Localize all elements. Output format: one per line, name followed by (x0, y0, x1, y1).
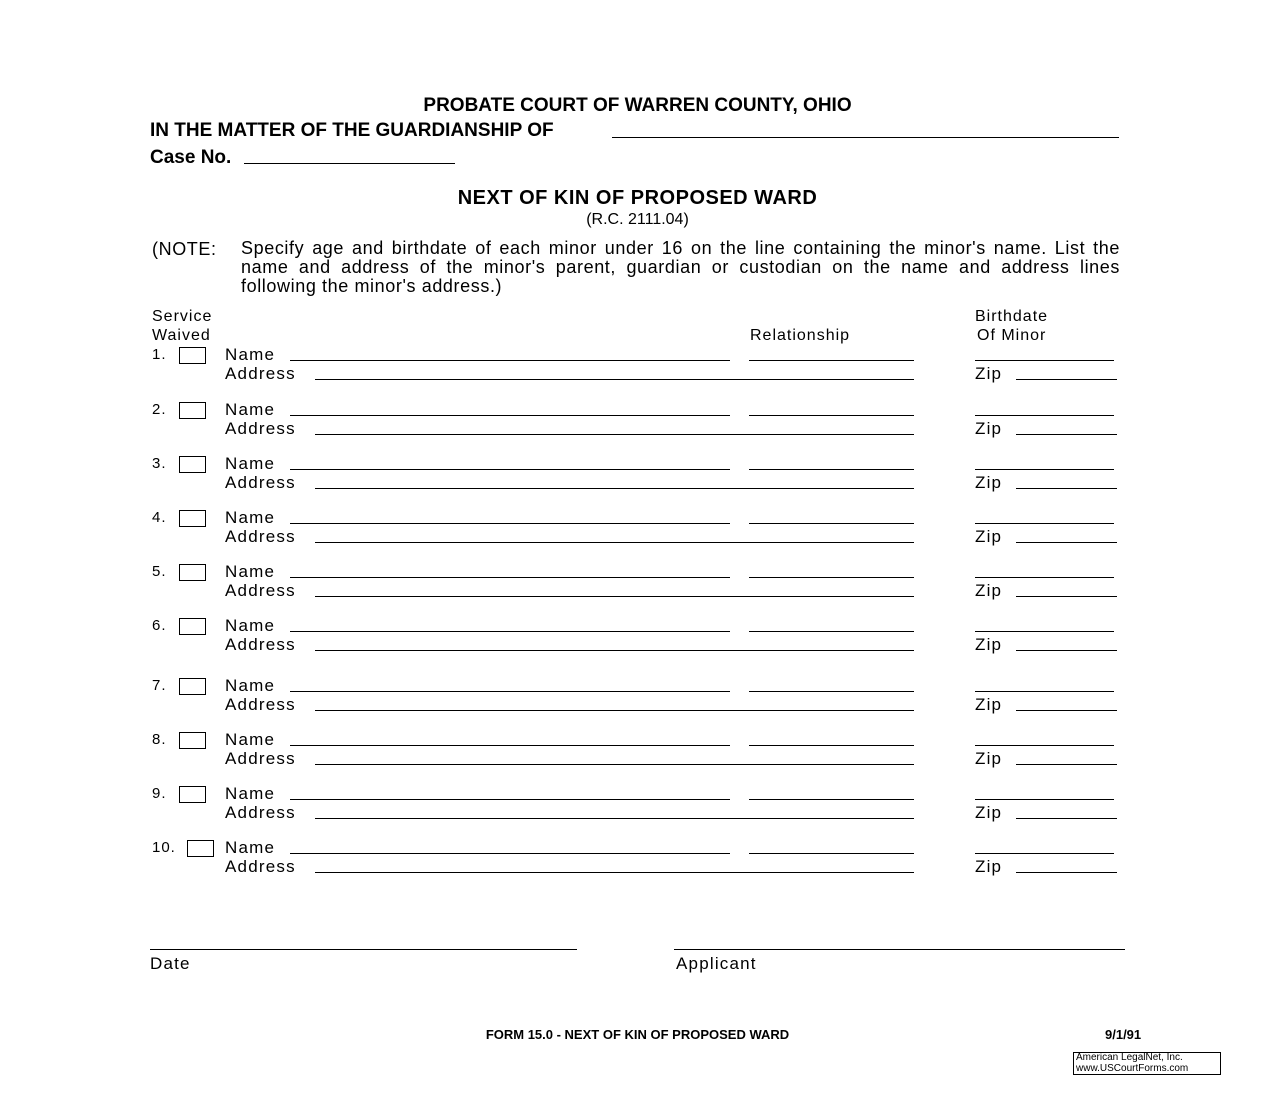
service-waived-checkbox[interactable] (179, 456, 206, 473)
name-field[interactable] (290, 631, 730, 632)
court-title: PROBATE COURT OF WARREN COUNTY, OHIO (423, 95, 852, 116)
service-waived-checkbox[interactable] (179, 786, 206, 803)
name-label: Name (225, 616, 276, 635)
zip-field[interactable] (1016, 596, 1117, 597)
zip-field[interactable] (1016, 379, 1117, 380)
name-label: Name (225, 508, 276, 527)
header-relationship: Relationship (750, 327, 851, 344)
zip-field[interactable] (1016, 872, 1117, 873)
address-field[interactable] (315, 596, 914, 597)
statute-reference: (R.C. 2111.04) (586, 211, 689, 228)
address-field[interactable] (315, 764, 914, 765)
zip-label: Zip (975, 803, 1003, 822)
address-label: Address (225, 695, 296, 714)
ward-name-field[interactable] (612, 137, 1119, 138)
zip-label: Zip (975, 473, 1003, 492)
zip-field[interactable] (1016, 650, 1117, 651)
name-label: Name (225, 730, 276, 749)
publisher-stamp (1073, 1052, 1221, 1075)
birthdate-field[interactable] (975, 691, 1114, 692)
birthdate-field[interactable] (975, 415, 1114, 416)
relationship-field[interactable] (749, 799, 914, 800)
zip-label: Zip (975, 581, 1003, 600)
header-service: Service (152, 308, 213, 325)
entry-number: 7. (152, 677, 167, 694)
zip-field[interactable] (1016, 488, 1117, 489)
service-waived-checkbox[interactable] (179, 618, 206, 635)
service-waived-checkbox[interactable] (179, 732, 206, 749)
service-waived-checkbox[interactable] (179, 510, 206, 527)
name-label: Name (225, 345, 276, 364)
entry-number: 2. (152, 401, 167, 418)
relationship-field[interactable] (749, 853, 914, 854)
address-label: Address (225, 419, 296, 438)
name-field[interactable] (290, 799, 730, 800)
header-waived: Waived (152, 327, 211, 344)
name-field[interactable] (290, 691, 730, 692)
address-label: Address (225, 527, 296, 546)
zip-label: Zip (975, 695, 1003, 714)
birthdate-field[interactable] (975, 631, 1114, 632)
zip-label: Zip (975, 857, 1003, 876)
applicant-signature-line[interactable] (674, 949, 1125, 950)
date-label: Date (150, 954, 191, 973)
relationship-field[interactable] (749, 360, 914, 361)
relationship-field[interactable] (749, 691, 914, 692)
name-label: Name (225, 838, 276, 857)
zip-field[interactable] (1016, 764, 1117, 765)
stamp-line-1: American LegalNet, Inc. (1076, 1052, 1183, 1063)
zip-field[interactable] (1016, 542, 1117, 543)
address-field[interactable] (315, 872, 914, 873)
name-field[interactable] (290, 360, 730, 361)
service-waived-checkbox[interactable] (179, 678, 206, 695)
name-label: Name (225, 562, 276, 581)
entry-number: 10. (152, 839, 176, 856)
address-field[interactable] (315, 542, 914, 543)
address-label: Address (225, 364, 296, 383)
name-label: Name (225, 454, 276, 473)
service-waived-checkbox[interactable] (179, 347, 206, 364)
service-waived-checkbox[interactable] (187, 840, 214, 857)
address-field[interactable] (315, 710, 914, 711)
header-birthdate: Birthdate (975, 308, 1049, 325)
entry-number: 9. (152, 785, 167, 802)
address-label: Address (225, 857, 296, 876)
footer-revision-date: 9/1/91 (1105, 1027, 1142, 1042)
relationship-field[interactable] (749, 415, 914, 416)
matter-label: IN THE MATTER OF THE GUARDIANSHIP OF (150, 120, 554, 141)
relationship-field[interactable] (749, 631, 914, 632)
birthdate-field[interactable] (975, 799, 1114, 800)
zip-field[interactable] (1016, 818, 1117, 819)
relationship-field[interactable] (749, 469, 914, 470)
service-waived-checkbox[interactable] (179, 402, 206, 419)
address-field[interactable] (315, 650, 914, 651)
birthdate-field[interactable] (975, 523, 1114, 524)
name-field[interactable] (290, 469, 730, 470)
name-label: Name (225, 400, 276, 419)
entry-number: 6. (152, 617, 167, 634)
zip-label: Zip (975, 749, 1003, 768)
date-signature-line[interactable] (150, 949, 577, 950)
zip-field[interactable] (1016, 710, 1117, 711)
zip-label: Zip (975, 527, 1003, 546)
birthdate-field[interactable] (975, 853, 1114, 854)
address-field[interactable] (315, 379, 914, 380)
name-field[interactable] (290, 415, 730, 416)
entry-number: 5. (152, 563, 167, 580)
name-label: Name (225, 784, 276, 803)
entry-number: 3. (152, 455, 167, 472)
address-label: Address (225, 473, 296, 492)
address-field[interactable] (315, 818, 914, 819)
address-label: Address (225, 749, 296, 768)
birthdate-field[interactable] (975, 745, 1114, 746)
name-label: Name (225, 676, 276, 695)
zip-label: Zip (975, 635, 1003, 654)
entry-number: 8. (152, 731, 167, 748)
address-label: Address (225, 803, 296, 822)
relationship-field[interactable] (749, 523, 914, 524)
address-label: Address (225, 635, 296, 654)
birthdate-field[interactable] (975, 577, 1114, 578)
name-field[interactable] (290, 745, 730, 746)
address-field[interactable] (315, 488, 914, 489)
header-of-minor: Of Minor (977, 327, 1047, 344)
stamp-line-2: www.USCourtForms.com (1076, 1062, 1189, 1074)
address-label: Address (225, 581, 296, 600)
name-field[interactable] (290, 577, 730, 578)
entry-number: 4. (152, 509, 167, 526)
case-no-field[interactable] (244, 163, 455, 164)
service-waived-checkbox[interactable] (179, 564, 206, 581)
entry-number: 1. (152, 346, 167, 363)
relationship-field[interactable] (749, 577, 914, 578)
address-field[interactable] (315, 434, 914, 435)
zip-field[interactable] (1016, 434, 1117, 435)
applicant-label: Applicant (676, 954, 757, 973)
case-no-label: Case No. (150, 147, 232, 168)
note-text: Specify age and birthdate of each minor under 16 on the line containing the minor's name. List the name and address of the minor's parent, guardian or custodian on the name and address lines following the minor's address.) (241, 238, 1120, 296)
birthdate-field[interactable] (975, 360, 1114, 361)
zip-label: Zip (975, 419, 1003, 438)
zip-label: Zip (975, 364, 1003, 383)
form-title: NEXT OF KIN OF PROPOSED WARD (457, 187, 818, 209)
name-field[interactable] (290, 523, 730, 524)
relationship-field[interactable] (749, 745, 914, 746)
note-label: (NOTE: (152, 239, 217, 259)
name-field[interactable] (290, 853, 730, 854)
birthdate-field[interactable] (975, 469, 1114, 470)
footer-form-name: FORM 15.0 - NEXT OF KIN OF PROPOSED WARD (485, 1027, 790, 1042)
